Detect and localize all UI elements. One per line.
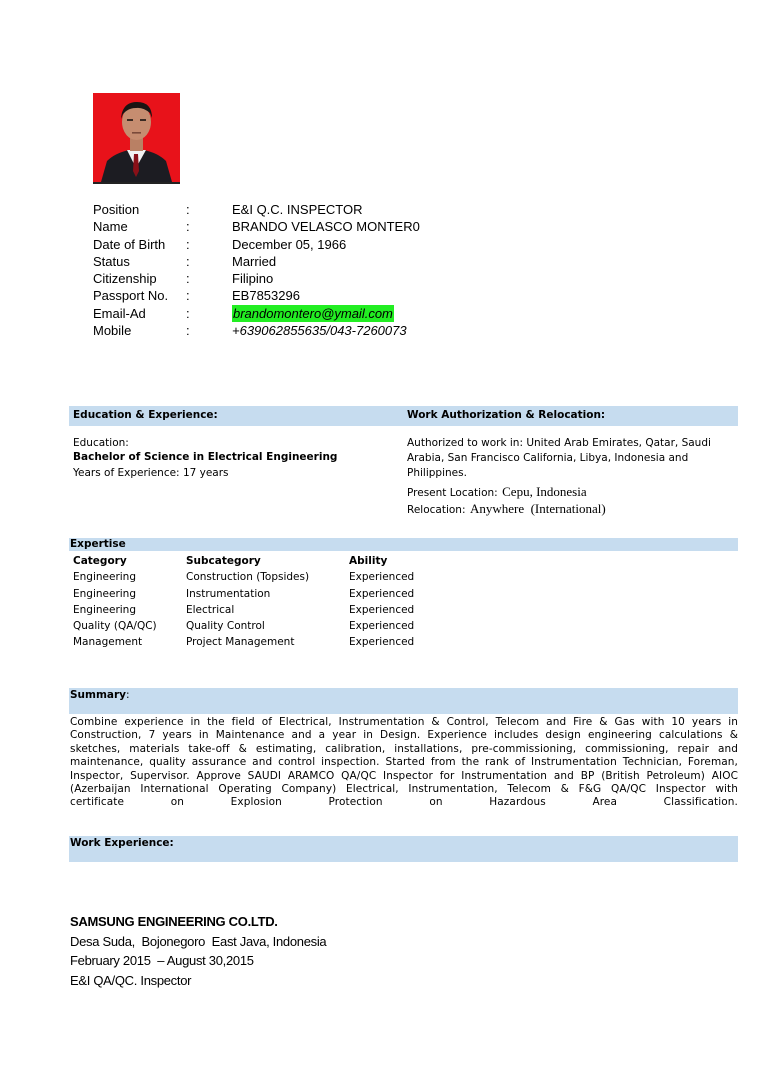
summary-line: certificate on Explosion Protection on Hazardous Area Classification. <box>70 796 738 809</box>
info-row-email <box>93 305 513 322</box>
person-portrait-icon <box>93 93 180 182</box>
info-value: +639062855635/043-7260073 <box>232 323 407 339</box>
info-label: Mobile <box>93 323 132 339</box>
table-cell: Engineering <box>73 571 136 584</box>
job-entry <box>70 912 326 990</box>
table-cell: Quality (QA/QC) <box>73 620 157 633</box>
info-label: Date of Birth <box>93 236 166 252</box>
authorized-line-3: Philippines. <box>407 467 467 479</box>
table-cell: Quality Control <box>186 620 265 633</box>
relocation-label: Relocation: <box>407 504 466 516</box>
table-row <box>73 569 473 585</box>
summary-header-bar <box>69 688 738 714</box>
info-value: Married <box>232 253 277 269</box>
education-degree: Bachelor of Science in Electrical Engineering <box>73 451 338 463</box>
summary-line: Construction, 7 years in Maintenance and a year in Design. Experience includes design engineering calculations & <box>70 729 738 742</box>
years-experience <box>73 467 229 479</box>
summary-colon: : <box>126 689 130 701</box>
work-experience-header-bar <box>69 836 738 862</box>
table-row <box>73 634 473 650</box>
table-cell: Experienced <box>349 571 415 584</box>
job-title: E&I QA/QC. Inspector <box>70 972 192 988</box>
years-value: 17 years <box>182 467 229 479</box>
info-row-position <box>93 201 513 218</box>
info-colon: : <box>186 288 190 304</box>
years-label: Years of Experience: <box>73 467 180 479</box>
relocation-value: Anywhere (International) <box>469 501 606 516</box>
table-cell: Engineering <box>73 587 136 600</box>
table-cell: Experienced <box>349 603 415 616</box>
summary-line: (Azerbaijan International Operating Company) Electrical, Instrumentation, Telecom & F&G QA/QC Inspector with <box>70 783 738 796</box>
education-authorization-header-bar <box>69 406 738 426</box>
info-label: Status <box>93 253 130 269</box>
info-colon: : <box>186 253 190 269</box>
info-colon: : <box>186 202 190 217</box>
info-row-mobile <box>93 322 513 339</box>
authorization-header: Work Authorization & Relocation: <box>407 409 606 421</box>
info-colon: : <box>186 305 190 321</box>
summary-header <box>70 689 130 701</box>
info-value: EB7853296 <box>232 288 300 304</box>
location-value: Cepu, Indonesia <box>502 484 587 499</box>
education-header: Education & Experience: <box>73 409 218 421</box>
info-value: December 05, 1966 <box>232 236 347 252</box>
authorized-line-1: Authorized to work in: United Arab Emirates, Qatar, Saudi <box>407 437 711 449</box>
table-cell: Electrical <box>186 603 235 616</box>
table-header-row <box>73 553 473 569</box>
table-cell: Instrumentation <box>186 587 271 600</box>
info-row-name <box>93 218 513 235</box>
table-cell: Project Management <box>186 636 295 649</box>
info-value: E&I Q.C. INSPECTOR <box>232 202 363 217</box>
table-cell: Experienced <box>349 636 415 649</box>
table-row <box>73 618 473 634</box>
info-label: Name <box>93 219 128 235</box>
summary-title: Summary <box>70 689 127 701</box>
personal-info <box>93 201 513 339</box>
email-link[interactable]: brandomontero@ymail.com <box>233 305 393 321</box>
info-colon: : <box>186 219 190 235</box>
job-location: Desa Suda, Bojonegoro East Java, Indonesia <box>70 933 327 949</box>
location-label: Present Location: <box>407 487 498 499</box>
info-colon: : <box>186 236 190 252</box>
table-cell: Engineering <box>73 603 136 616</box>
info-label: Citizenship <box>93 271 157 287</box>
job-dates: February 2015 – August 30,2015 <box>70 953 254 968</box>
table-cell: Construction (Topsides) <box>186 571 310 584</box>
summary-line: Inspector, Supervisor. Approve SAUDI ARAMCO QA/QC Inspector for Instrumentation and BP (British Petroleum) AIOC <box>70 769 738 782</box>
expertise-header-bar <box>69 538 738 551</box>
table-cell: Experienced <box>349 620 415 633</box>
education-label: Education: <box>73 437 129 449</box>
present-location <box>407 483 587 501</box>
info-row-citizenship <box>93 270 513 287</box>
column-header-category: Category <box>73 555 127 567</box>
table-row <box>73 602 473 618</box>
summary-line: maintenance, quality assurance and control inspection. Started from the rank of Instrumentation Technician, Foreman, <box>70 756 738 769</box>
table-cell: Experienced <box>349 587 415 600</box>
profile-photo <box>93 93 180 184</box>
info-value: BRANDO VELASCO MONTER0 <box>232 219 420 235</box>
info-row-status <box>93 253 513 270</box>
expertise-table <box>73 553 473 651</box>
summary-text <box>70 716 738 810</box>
info-row-passport <box>93 287 513 304</box>
column-header-ability: Ability <box>349 555 388 567</box>
relocation <box>407 500 606 518</box>
info-value: Filipino <box>232 271 274 287</box>
table-cell: Management <box>73 636 143 649</box>
info-label: Email-Ad <box>93 305 146 321</box>
summary-line: sketches, materials take-off & estimating, calibration, installations, pre-commissioning, commissioning, repair and <box>70 742 738 755</box>
expertise-header: Expertise <box>70 538 126 550</box>
authorized-line-2: Arabia, San Francisco California, Libya, Indonesia and <box>407 452 689 464</box>
column-header-subcategory: Subcategory <box>186 555 261 567</box>
job-company: SAMSUNG ENGINEERING CO.LTD. <box>70 914 278 929</box>
info-colon: : <box>186 271 190 287</box>
work-experience-header: Work Experience: <box>70 837 174 849</box>
info-row-dob <box>93 236 513 253</box>
info-label: Passport No. <box>93 288 169 304</box>
info-colon: : <box>186 323 190 339</box>
summary-line: Combine experience in the field of Electrical, Instrumentation & Control, Telecom and Fire & Gas with 10 years in <box>70 716 738 728</box>
info-label: Position <box>93 202 140 217</box>
table-row <box>73 586 473 602</box>
